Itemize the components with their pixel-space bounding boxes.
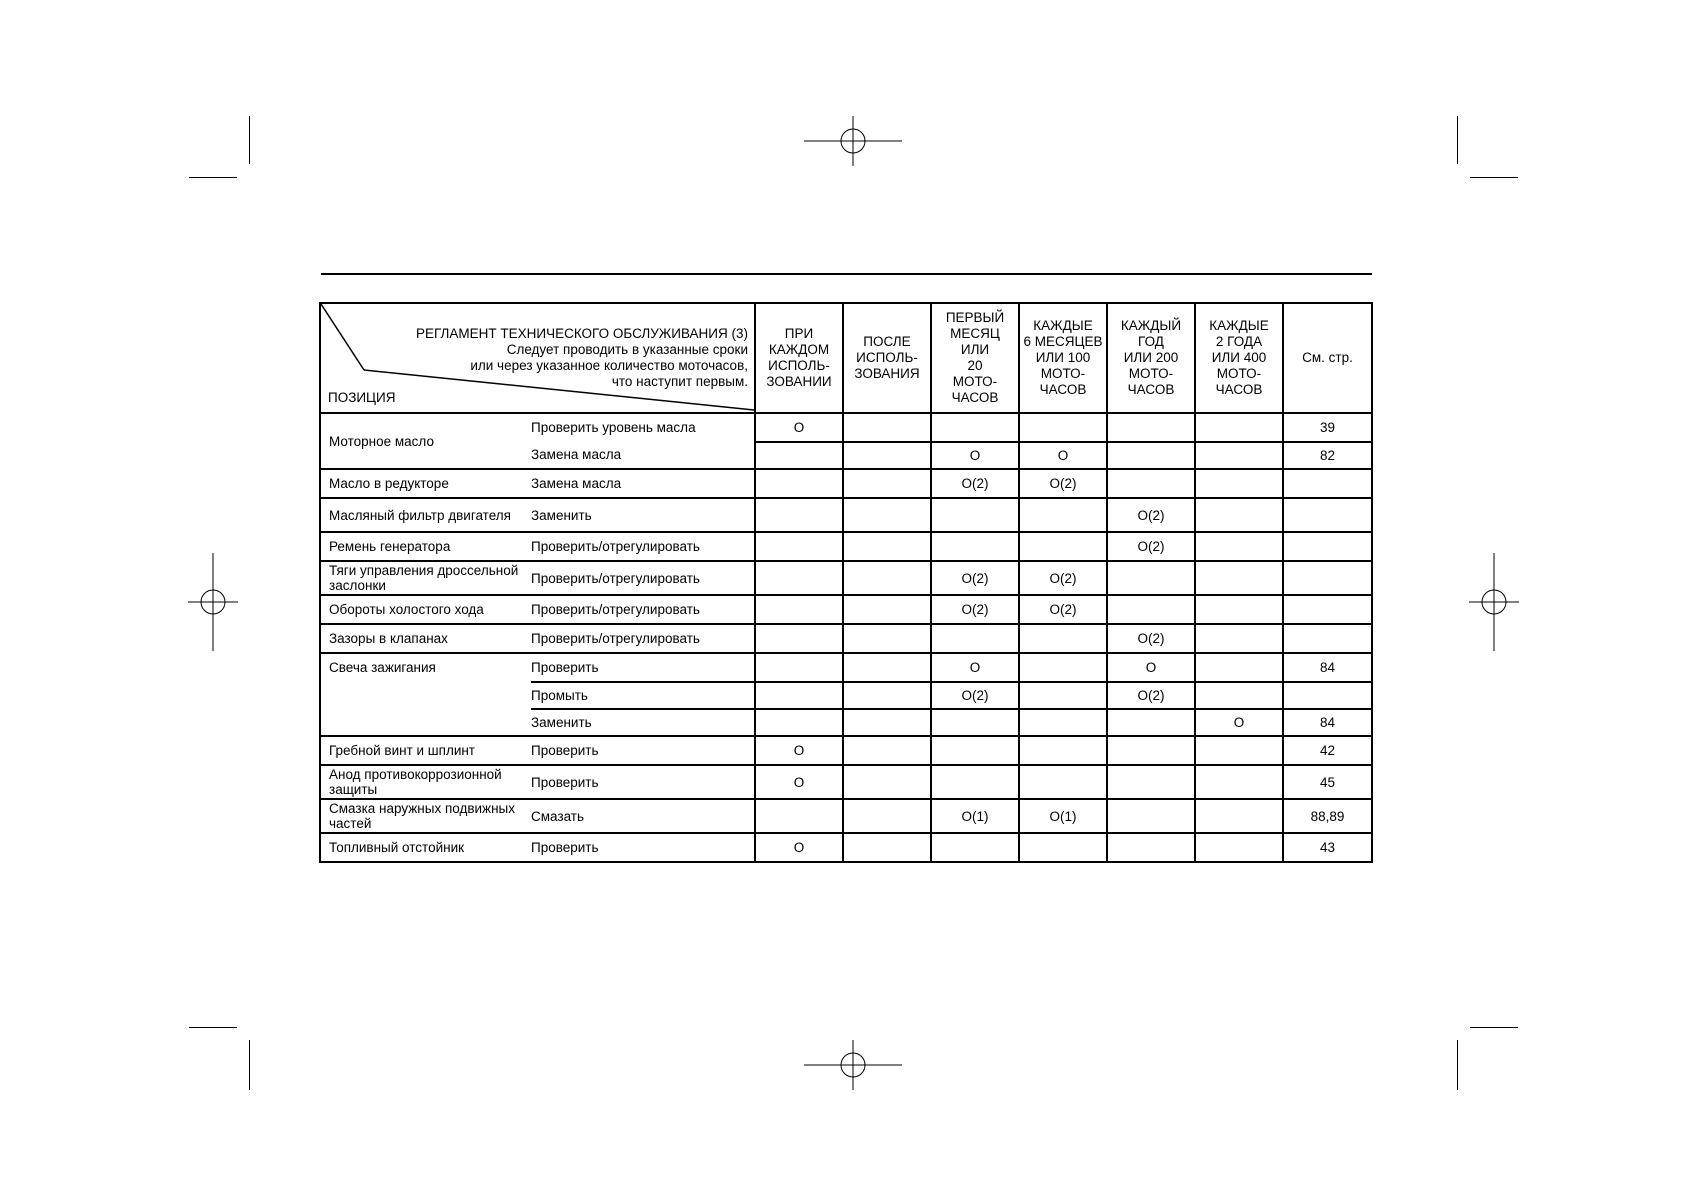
position-text: Тяги управления дроссельной заслонки — [329, 563, 519, 593]
action-cell: Замена масла — [531, 476, 622, 491]
page-ref-cell — [1282, 562, 1371, 594]
interval-cell — [842, 533, 930, 560]
interval-cell — [842, 470, 930, 497]
position-text: Моторное масло — [329, 433, 434, 449]
action-cell: Проверить/отрегулировать — [531, 631, 700, 646]
interval-cell — [930, 533, 1018, 560]
position-text: Топливный отстойник — [329, 840, 465, 855]
position-text: Свеча зажигания — [329, 660, 436, 675]
interval-cell — [1018, 737, 1106, 764]
page-ref-cell — [1282, 533, 1371, 560]
position-cell — [321, 654, 531, 735]
page-ref-cell — [1282, 625, 1371, 652]
interval-cell — [754, 710, 842, 735]
interval-cell — [1194, 441, 1282, 468]
interval-cell — [1106, 414, 1194, 441]
table-row — [531, 834, 1371, 861]
table-row-group — [321, 497, 1371, 531]
interval-cell — [1194, 800, 1282, 832]
interval-cell — [842, 499, 930, 531]
action-cell: Проверить — [531, 840, 599, 855]
position-text: Ремень генератора — [329, 539, 451, 554]
interval-cell: O — [754, 414, 842, 441]
interval-cell: O(1) — [930, 800, 1018, 832]
interval-cell — [842, 596, 930, 623]
header-diagonal-cell — [321, 304, 754, 412]
interval-cell — [754, 533, 842, 560]
position-cell — [321, 414, 531, 468]
position-cell — [321, 800, 531, 832]
crop-mark — [1470, 177, 1518, 178]
column-header: ПОСЛЕ ИСПОЛЬ- ЗОВАНИЯ — [842, 304, 930, 412]
interval-cell — [1194, 683, 1282, 708]
crop-mark — [189, 177, 237, 178]
interval-cell — [1194, 654, 1282, 681]
interval-cell — [1194, 737, 1282, 764]
column-header: КАЖДЫЕ 6 МЕСЯЦЕВ ИЛИ 100 МОТО- ЧАСОВ — [1018, 304, 1106, 412]
interval-cell — [842, 654, 930, 681]
table-body — [321, 412, 1371, 861]
table-row-group — [321, 560, 1371, 594]
header-note-line: или через указанное количество моточасов, — [470, 358, 748, 373]
page-ref-cell: 43 — [1282, 834, 1371, 861]
action-cell: Проверить/отрегулировать — [531, 539, 700, 554]
position-text: Анод противокоррозионной защиты — [329, 767, 502, 797]
interval-cell — [1194, 625, 1282, 652]
page-ref-cell: 88,89 — [1282, 800, 1371, 832]
interval-cell — [1194, 562, 1282, 594]
interval-cell — [842, 737, 930, 764]
table-row-group — [321, 412, 1371, 468]
interval-cell — [1194, 596, 1282, 623]
interval-cell: O(2) — [930, 470, 1018, 497]
interval-cell: O — [1018, 441, 1106, 468]
page-ref-cell: 82 — [1282, 441, 1371, 468]
interval-cell — [930, 414, 1018, 441]
interval-cell — [1106, 766, 1194, 798]
interval-cell — [1018, 499, 1106, 531]
interval-cell: O(1) — [1018, 800, 1106, 832]
position-cell — [321, 596, 531, 623]
table-row — [531, 533, 1371, 560]
position-text: Гребной винт и шплинт — [329, 743, 475, 758]
table-row — [531, 654, 1371, 681]
interval-cell — [842, 683, 930, 708]
header-note-line: Следует проводить в указанные сроки — [506, 342, 748, 357]
table-row — [531, 800, 1371, 832]
interval-cell — [1194, 414, 1282, 441]
interval-cell — [842, 441, 930, 468]
interval-cell — [930, 499, 1018, 531]
page-ref-cell — [1282, 683, 1371, 708]
page-ref-cell — [1282, 470, 1371, 497]
interval-cell — [930, 625, 1018, 652]
interval-cell — [1018, 683, 1106, 708]
page-ref-cell: 84 — [1282, 710, 1371, 735]
position-cell — [321, 737, 531, 764]
interval-cell — [1106, 596, 1194, 623]
action-cell: Смазать — [531, 808, 585, 824]
interval-cell — [930, 737, 1018, 764]
interval-cell: O — [1194, 710, 1282, 735]
interval-cell — [1194, 470, 1282, 497]
interval-cell — [754, 499, 842, 531]
position-text: Смазка наружных подвижных частей — [329, 801, 516, 831]
table-row — [531, 562, 1371, 594]
interval-cell: O — [1106, 654, 1194, 681]
interval-cell: O — [754, 766, 842, 798]
interval-cell — [1018, 654, 1106, 681]
interval-cell — [754, 800, 842, 832]
interval-cell — [1106, 800, 1194, 832]
interval-cell — [754, 596, 842, 623]
table-row — [531, 441, 1371, 468]
position-cell — [321, 625, 531, 652]
table-header — [321, 304, 1371, 412]
interval-cell — [842, 414, 930, 441]
interval-cell: O(2) — [930, 596, 1018, 623]
interval-cell — [1018, 625, 1106, 652]
action-cell: Проверить уровень масла — [531, 420, 696, 435]
interval-cell — [754, 441, 842, 468]
interval-cell: O(2) — [1018, 470, 1106, 497]
registration-mark-icon — [804, 116, 902, 166]
position-cell — [321, 499, 531, 531]
header-note-line: что наступит первым. — [611, 374, 748, 389]
interval-cell: O — [930, 441, 1018, 468]
interval-cell: O(2) — [1106, 499, 1194, 531]
table-row — [531, 625, 1371, 652]
registration-mark-icon — [804, 1040, 902, 1090]
interval-cell — [754, 470, 842, 497]
action-cell: Заменить — [531, 715, 592, 730]
top-rule — [321, 273, 1372, 275]
interval-cell: O(2) — [1018, 562, 1106, 594]
position-label: ПОЗИЦИЯ — [328, 390, 396, 405]
interval-cell: O(2) — [1106, 533, 1194, 560]
action-cell: Заменить — [531, 507, 592, 523]
table-row-group — [321, 594, 1371, 623]
interval-cell — [754, 654, 842, 681]
table-row — [531, 470, 1371, 497]
interval-cell — [842, 710, 930, 735]
position-cell — [321, 834, 531, 861]
interval-cell — [1194, 834, 1282, 861]
position-cell — [321, 470, 531, 497]
crop-mark — [1470, 1027, 1518, 1028]
column-header: ПРИ КАЖДОМ ИСПОЛЬ- ЗОВАНИИ — [754, 304, 842, 412]
column-header: КАЖДЫЙ ГОД ИЛИ 200 МОТО- ЧАСОВ — [1106, 304, 1194, 412]
position-text: Обороты холостого хода — [329, 602, 484, 617]
table-row-group — [321, 623, 1371, 652]
crop-mark — [1457, 1040, 1458, 1090]
crop-mark — [249, 1040, 250, 1090]
interval-cell — [930, 766, 1018, 798]
position-cell — [321, 766, 531, 798]
interval-cell — [1018, 834, 1106, 861]
registration-mark-icon — [1469, 553, 1519, 651]
page-ref-cell: 45 — [1282, 766, 1371, 798]
interval-cell: O(2) — [1018, 596, 1106, 623]
table-row — [531, 596, 1371, 623]
interval-cell — [1106, 470, 1194, 497]
column-header: ПЕРВЫЙ МЕСЯЦ ИЛИ 20 МОТО- ЧАСОВ — [930, 304, 1018, 412]
interval-cell — [1106, 441, 1194, 468]
action-cell: Проверить/отрегулировать — [531, 602, 700, 617]
interval-cell: O(2) — [930, 562, 1018, 594]
table-row-group — [321, 832, 1371, 861]
table-row — [531, 681, 1371, 708]
page-ref-cell: 42 — [1282, 737, 1371, 764]
table-row-group — [321, 735, 1371, 764]
interval-cell — [1018, 414, 1106, 441]
table-row — [531, 708, 1371, 735]
interval-cell — [754, 683, 842, 708]
interval-cell — [1018, 766, 1106, 798]
column-header: См. стр. — [1282, 304, 1371, 412]
table-row-group — [321, 798, 1371, 832]
interval-cell — [1018, 533, 1106, 560]
interval-cell — [1106, 562, 1194, 594]
action-cell: Проверить — [531, 660, 599, 675]
registration-mark-icon — [188, 553, 238, 651]
action-cell: Замена масла — [531, 447, 622, 462]
interval-cell — [754, 625, 842, 652]
action-cell: Проверить — [531, 743, 599, 758]
action-cell: Промыть — [531, 688, 588, 703]
page-ref-cell: 84 — [1282, 654, 1371, 681]
interval-cell — [842, 834, 930, 861]
page-ref-cell: 39 — [1282, 414, 1371, 441]
interval-cell — [1106, 737, 1194, 764]
position-cell — [321, 533, 531, 560]
page-ref-cell — [1282, 499, 1371, 531]
action-cell: Проверить/отрегулировать — [531, 570, 700, 586]
interval-cell — [754, 562, 842, 594]
interval-cell — [1106, 834, 1194, 861]
interval-cell — [1194, 766, 1282, 798]
interval-cell — [842, 766, 930, 798]
table-row-group — [321, 652, 1371, 735]
table-row-group — [321, 468, 1371, 497]
interval-cell: O(2) — [1106, 625, 1194, 652]
table-row — [531, 766, 1371, 798]
position-cell — [321, 562, 531, 594]
interval-cell — [1194, 499, 1282, 531]
table-row — [531, 499, 1371, 531]
interval-cell: O — [754, 737, 842, 764]
header-title: РЕГЛАМЕНТ ТЕХНИЧЕСКОГО ОБСЛУЖИВАНИЯ (3) — [415, 326, 748, 341]
crop-mark — [249, 116, 250, 164]
interval-cell — [1018, 710, 1106, 735]
crop-mark — [189, 1027, 237, 1028]
table-row-group — [321, 764, 1371, 798]
maintenance-table — [319, 302, 1373, 863]
interval-cell — [1194, 533, 1282, 560]
interval-cell: O(2) — [930, 683, 1018, 708]
interval-cell — [1106, 710, 1194, 735]
page-ref-cell — [1282, 596, 1371, 623]
column-header: КАЖДЫЕ 2 ГОДА ИЛИ 400 МОТО- ЧАСОВ — [1194, 304, 1282, 412]
table-row — [531, 414, 1371, 441]
interval-cell — [842, 562, 930, 594]
crop-mark — [1457, 116, 1458, 164]
action-cell: Проверить — [531, 774, 599, 790]
position-text: Масло в редукторе — [329, 476, 449, 491]
interval-cell: O — [754, 834, 842, 861]
position-text: Зазоры в клапанах — [329, 631, 448, 646]
interval-cell: O — [930, 654, 1018, 681]
interval-cell — [930, 710, 1018, 735]
interval-cell — [842, 800, 930, 832]
interval-cell — [842, 625, 930, 652]
table-row — [531, 737, 1371, 764]
table-row-group — [321, 531, 1371, 560]
interval-cell — [930, 834, 1018, 861]
interval-cell: O(2) — [1106, 683, 1194, 708]
position-text: Масляный фильтр двигателя — [329, 507, 511, 523]
